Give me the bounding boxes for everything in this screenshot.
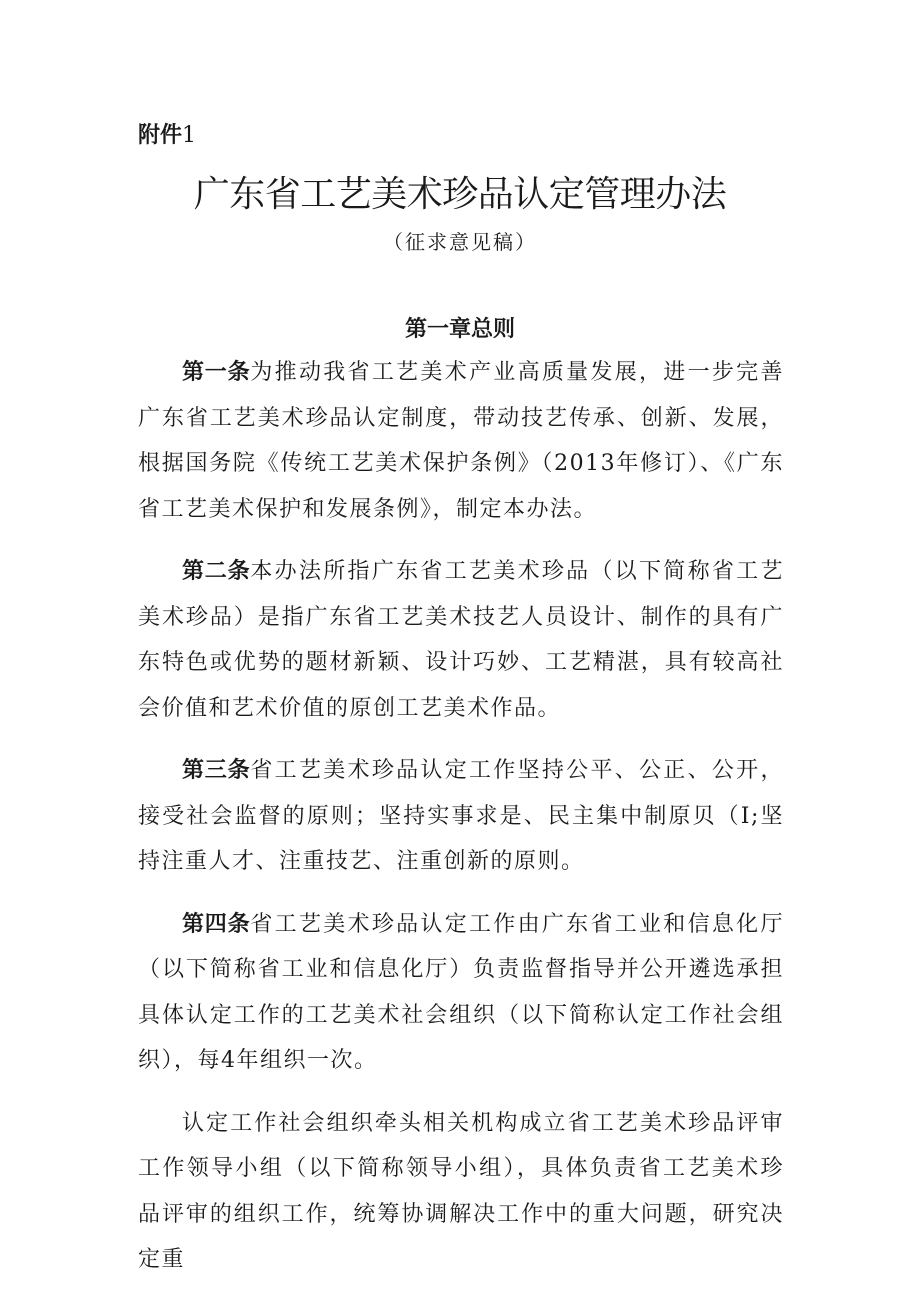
article-3-text: 省工艺美术珍品认定工作坚持公平、公正、公开，接受社会监督的原则；坚持实事求是、民主集中制原贝（I;坚持注重人才、注重技艺、注重创新的原则。 — [138, 758, 784, 874]
article-1-heading: 第一条 — [182, 360, 251, 385]
article-4-text: 省工艺美术珍品认定工作由广东省工业和信息化厅（以下简称省工业和信息化厅）负责监督指导并公开遴选承担具体认定工作的工艺美术社会组织（以下简称认定工作社会组织），每4年组织一次。 — [138, 911, 784, 1073]
article-4-continuation-text: 认定工作社会组织牵头相关机构成立省工艺美术珍品评审工作领导小组（以下简称领导小组），具体负责省工艺美术珍品评审的组织工作，统筹协调解决工作中的重大问题，研究决定重 — [138, 1110, 784, 1272]
article-3 — [138, 748, 784, 885]
attachment-label — [138, 118, 196, 149]
document-subtitle: （征求意见稿） — [383, 230, 537, 254]
attachment-number: 1 — [182, 123, 197, 148]
article-2 — [138, 549, 784, 731]
attachment-label-text: 附件 — [138, 123, 183, 148]
document-title: 广东省工艺美术珍品认定管理办法 — [193, 174, 727, 215]
chapter-heading: 第一章总则 — [404, 317, 515, 342]
article-3-heading: 第三条 — [182, 758, 251, 783]
article-2-text: 本办法所指广东省工艺美术珍品（以下简称省工艺美术珍品）是指广东省工艺美术技艺人员设计、制作的具有广东特色或优势的题材新颖、设计巧妙、工艺精湛，具有较高社会价值和艺术价值的原创工艺美术作品。 — [138, 559, 784, 721]
article-4-heading: 第四条 — [182, 911, 251, 937]
article-4 — [138, 902, 784, 1084]
article-4-continuation — [138, 1101, 784, 1283]
article-1-text: 为推动我省工艺美术产业高质量发展，进一步完善广东省工艺美术珍品认定制度，带动技艺传承、创新、发展，根据国务院《传统工艺美术保护条例》（2013年修订）、《广东省工艺美术保护和发展条例》，制定本办法。 — [138, 360, 784, 522]
document-body — [138, 350, 784, 1283]
article-1 — [138, 350, 784, 532]
article-2-heading: 第二条 — [182, 559, 251, 584]
